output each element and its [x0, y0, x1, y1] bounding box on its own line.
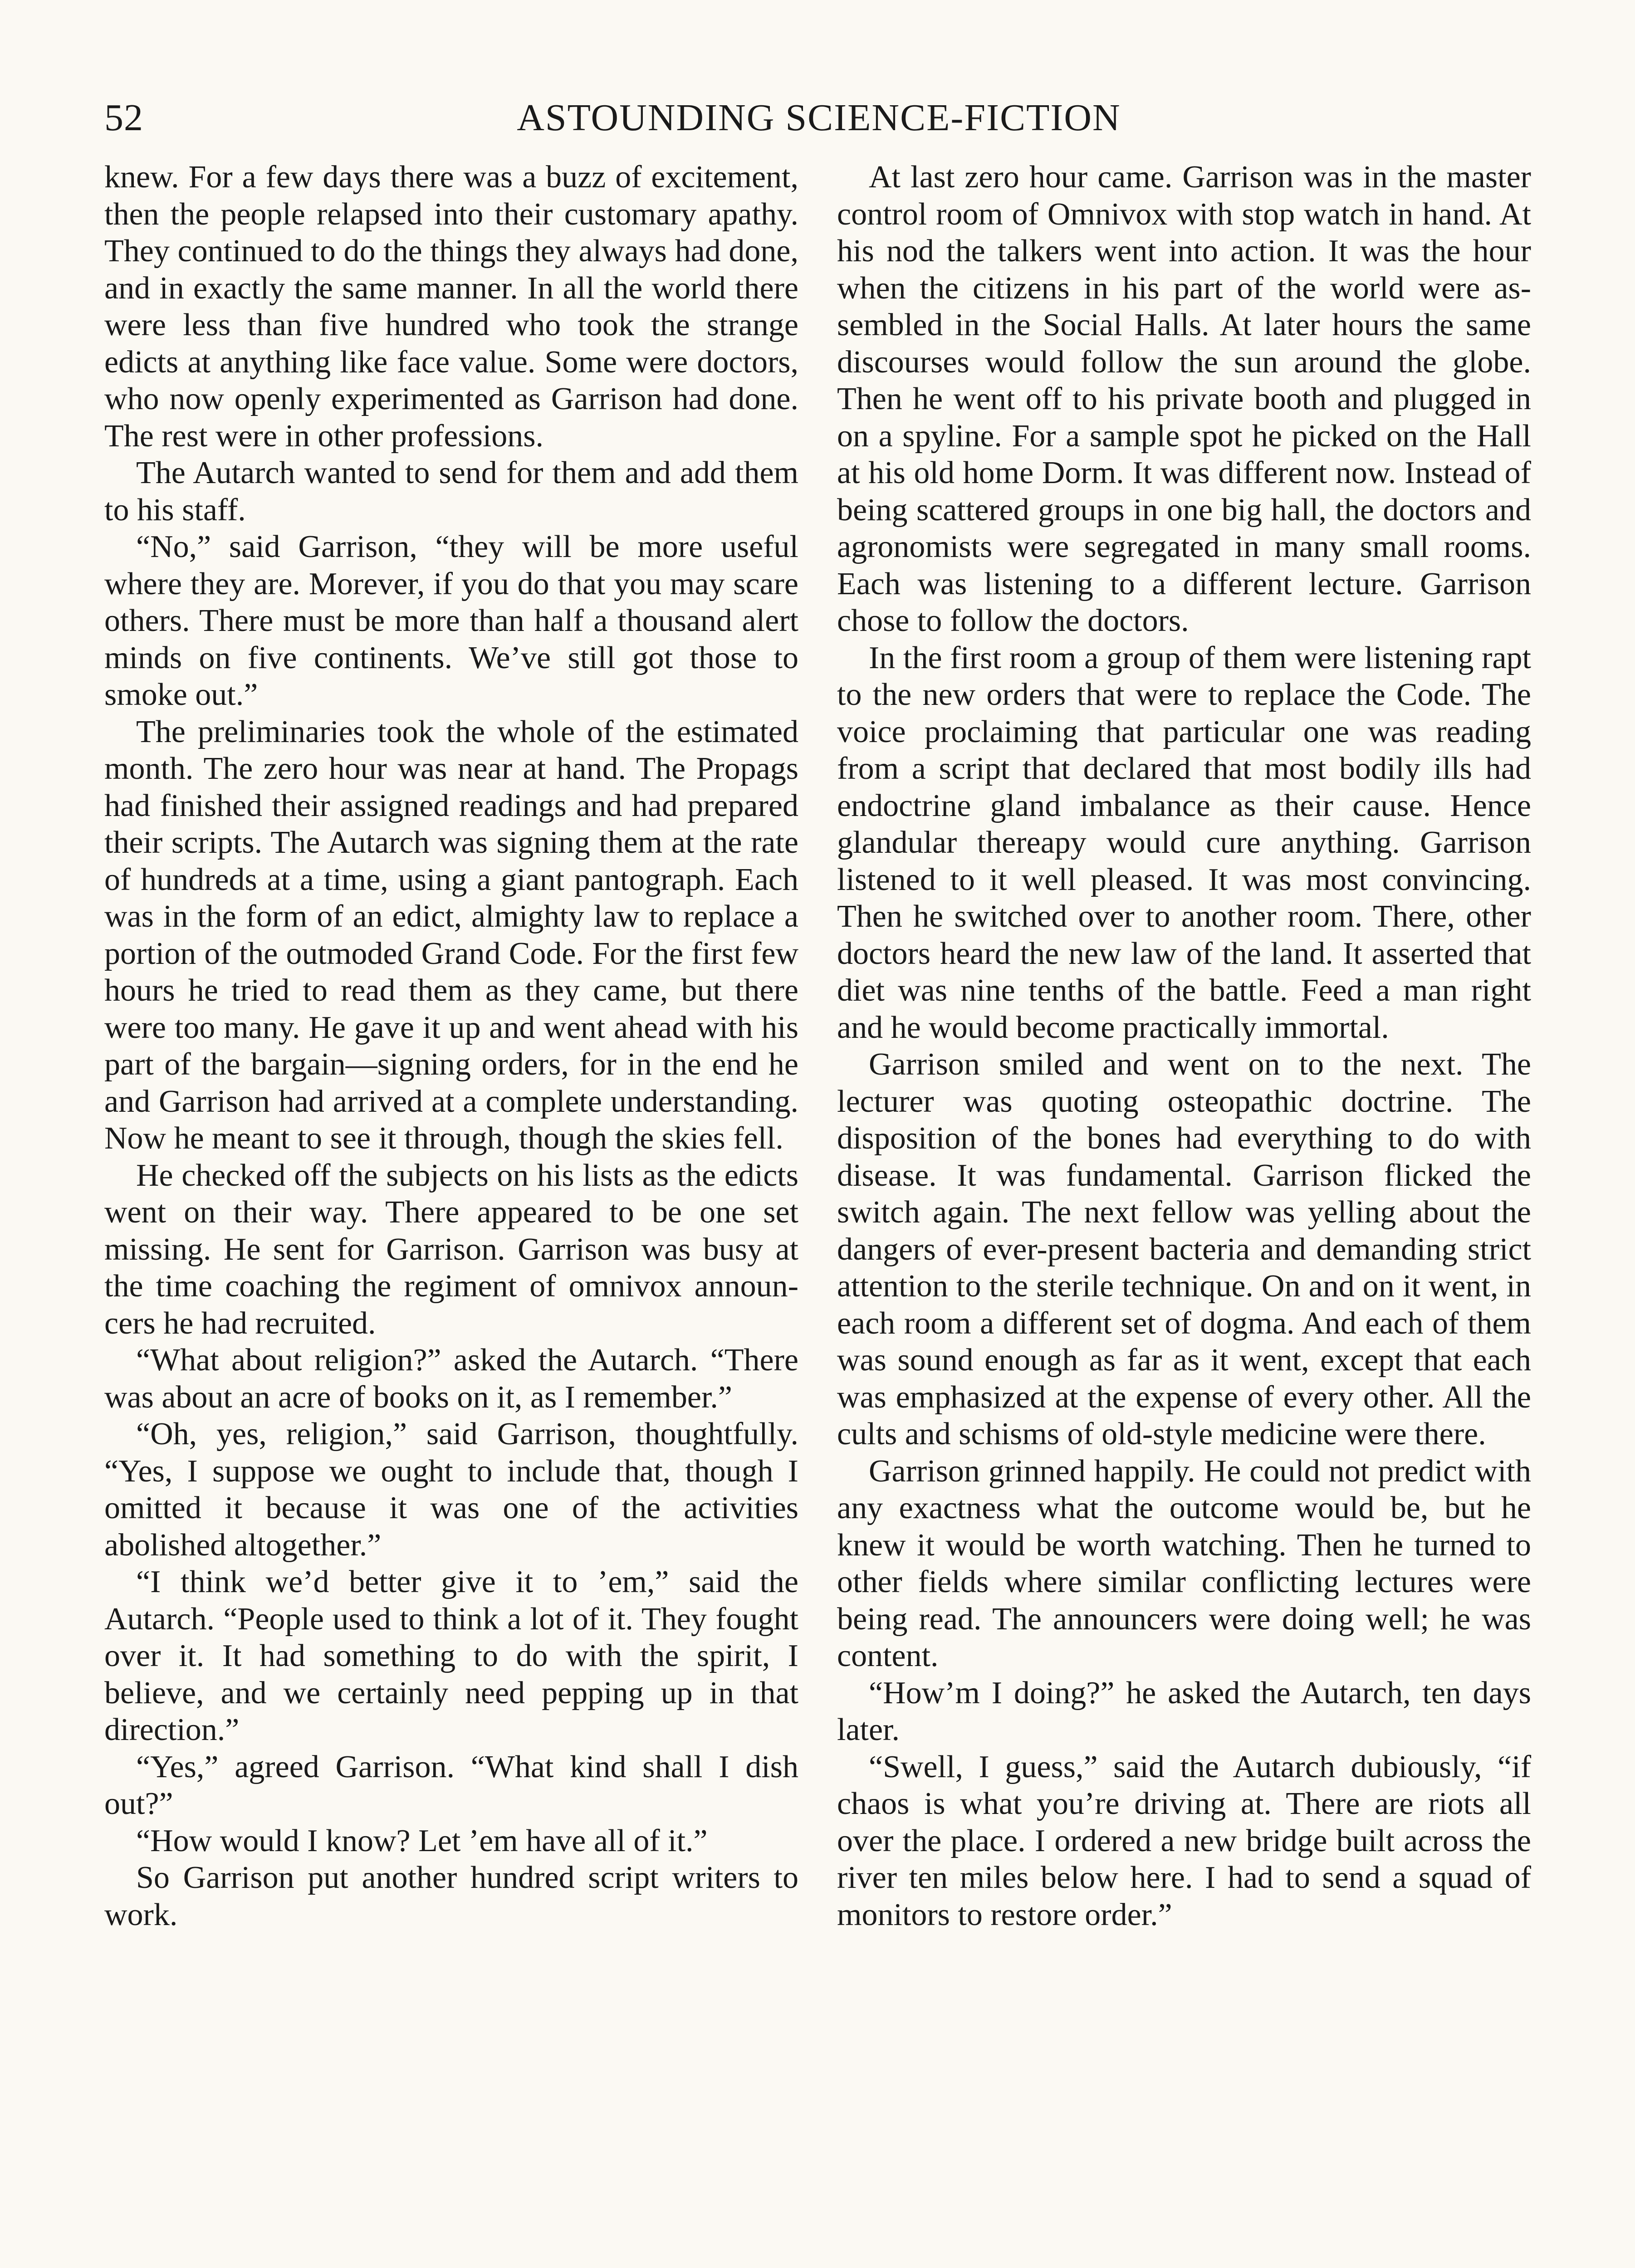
paragraph: “What about religion?” asked the Autarch. “There was about an acre of books on it, as I remember.” — [104, 1343, 798, 1415]
paragraph: The preliminaries took the whole of the estimated month. The zero hour was near at hand. The Propags had finished their assigned readings and had prepared their scripts. The Autarch was signing them at the rate of hundreds at a time, using a giant pantograph. Each was in the form of an edict, almighty law to replace a portion of the outmoded Grand Code. For the first few hours he tried to read them as they came, but there were too many. He gave it up and went ahead with his part of the bargain—signing orders, for in the end he and Garrison had arrived at a complete understanding. Now he meant to see it through, though the skies fell. — [104, 714, 798, 1156]
paragraph: Garrison smiled and went on to the next. The lecturer was quoting osteopathic doctrine. The disposition of the bones had everything to do with disease. It was fundamental. Garrison flicked the switch again. The next fellow was yelling about the dangers of ever-present bacteria and demanding strict attention to the sterile technique. On and on it went, in each room a different set of dogma. And each of them was sound enough as far as it went, except that each was emphasized at the expense of every other. All the cults and schisms of old-style medicine were there. — [837, 1047, 1531, 1452]
page-header — [104, 93, 1533, 143]
paragraph: So Garrison put another hundred script writers to work. — [104, 1860, 798, 1932]
paragraph: knew. For a few days there was a buzz of excitement, then the people relapsed into their customary apathy. They continued to do the things they always had done, and in exactly the same manner. In all the world there were less than five hundred who took the strange edicts at anything like face value. Some were doctors, who now openly experimented as Garrison had done. The rest were in other professions. — [104, 160, 798, 454]
paragraph: At last zero hour came. Garrison was in the master control room of Omnivox with stop watch in hand. At his nod the talkers went into action. It was the hour when the citizens in his part of the world were assembled in the Social Halls. At later hours the same discourses would follow the sun around the globe. Then he went off to his private booth and plugged in on a spyline. For a sample spot he picked on the Hall at his old home Dorm. It was different now. Instead of being scattered groups in one big hall, the doctors and agronomists were segregated in many small rooms. Each was listening to a different lecture. Garrison chose to follow the doctors. — [837, 160, 1531, 638]
paragraph: “I think we’d better give it to ’em,” said the Autarch. “People used to think a lot of it. They fought over it. It had something to do with the spirit, I believe, and we certainly need pepping up in that direction.” — [104, 1564, 798, 1747]
running-title: ASTOUNDING SCIENCE-FICTION — [517, 97, 1121, 139]
paragraph: In the first room a group of them were listening rapt to the new orders that were to replace the Code. The voice proclaiming that particular one was reading from a script that declared that most bodily ills had endoctrine gland imbalance as their cause. Hence glandular thereapy would cure anything. Garrison listened to it well pleased. It was most convincing. Then he switched over to another room. There, other doctors heard the new law of the land. It asserted that diet was nine tenths of the battle. Feed a man right and he would become practically immortal. — [837, 640, 1531, 1045]
page-number: 52 — [104, 97, 143, 139]
paragraph: “How would I know? Let ’em have all of it.” — [136, 1823, 708, 1858]
paragraph: “No,” said Garrison, “they will be more useful where they are. Morever, if you do that you may scare others. There must be more than half a thousand alert minds on five continents. We’ve still got those to smoke out.” — [104, 529, 798, 712]
paragraph: “Oh, yes, religion,” said Garrison, thoughtfully. “Yes, I suppose we ought to include that, though I omitted it because it was one of the activities abolished altogether.” — [104, 1417, 798, 1563]
right-column — [837, 159, 1531, 1933]
paragraph: “How’m I doing?” he asked the Autarch, ten days later. — [837, 1675, 1531, 1747]
paragraph: The Autarch wanted to send for them and add them to his staff. — [104, 455, 798, 528]
paragraph: He checked off the subjects on his lists as the edicts went on their way. There appeared to be one set missing. He sent for Garrison. Garrison was busy at the time coaching the regiment of omnivox announcers he had recruited. — [104, 1158, 798, 1341]
paragraph: “Yes,” agreed Garrison. “What kind shall I dish out?” — [104, 1749, 798, 1821]
paragraph: “Swell, I guess,” said the Autarch dubiously, “if chaos is what you’re driving at. There are riots all over the place. I ordered a new bridge built across the river ten miles below here. I had to send a squad of monitors to restore order.” — [837, 1749, 1531, 1932]
paragraph: Garrison grinned happily. He could not predict with any exactness what the outcome would be, but he knew it would be worth watching. Then he turned to other fields where similar conflicting lectures were being read. The announcers were doing well; he was content. — [837, 1453, 1531, 1673]
left-column — [104, 159, 798, 1933]
